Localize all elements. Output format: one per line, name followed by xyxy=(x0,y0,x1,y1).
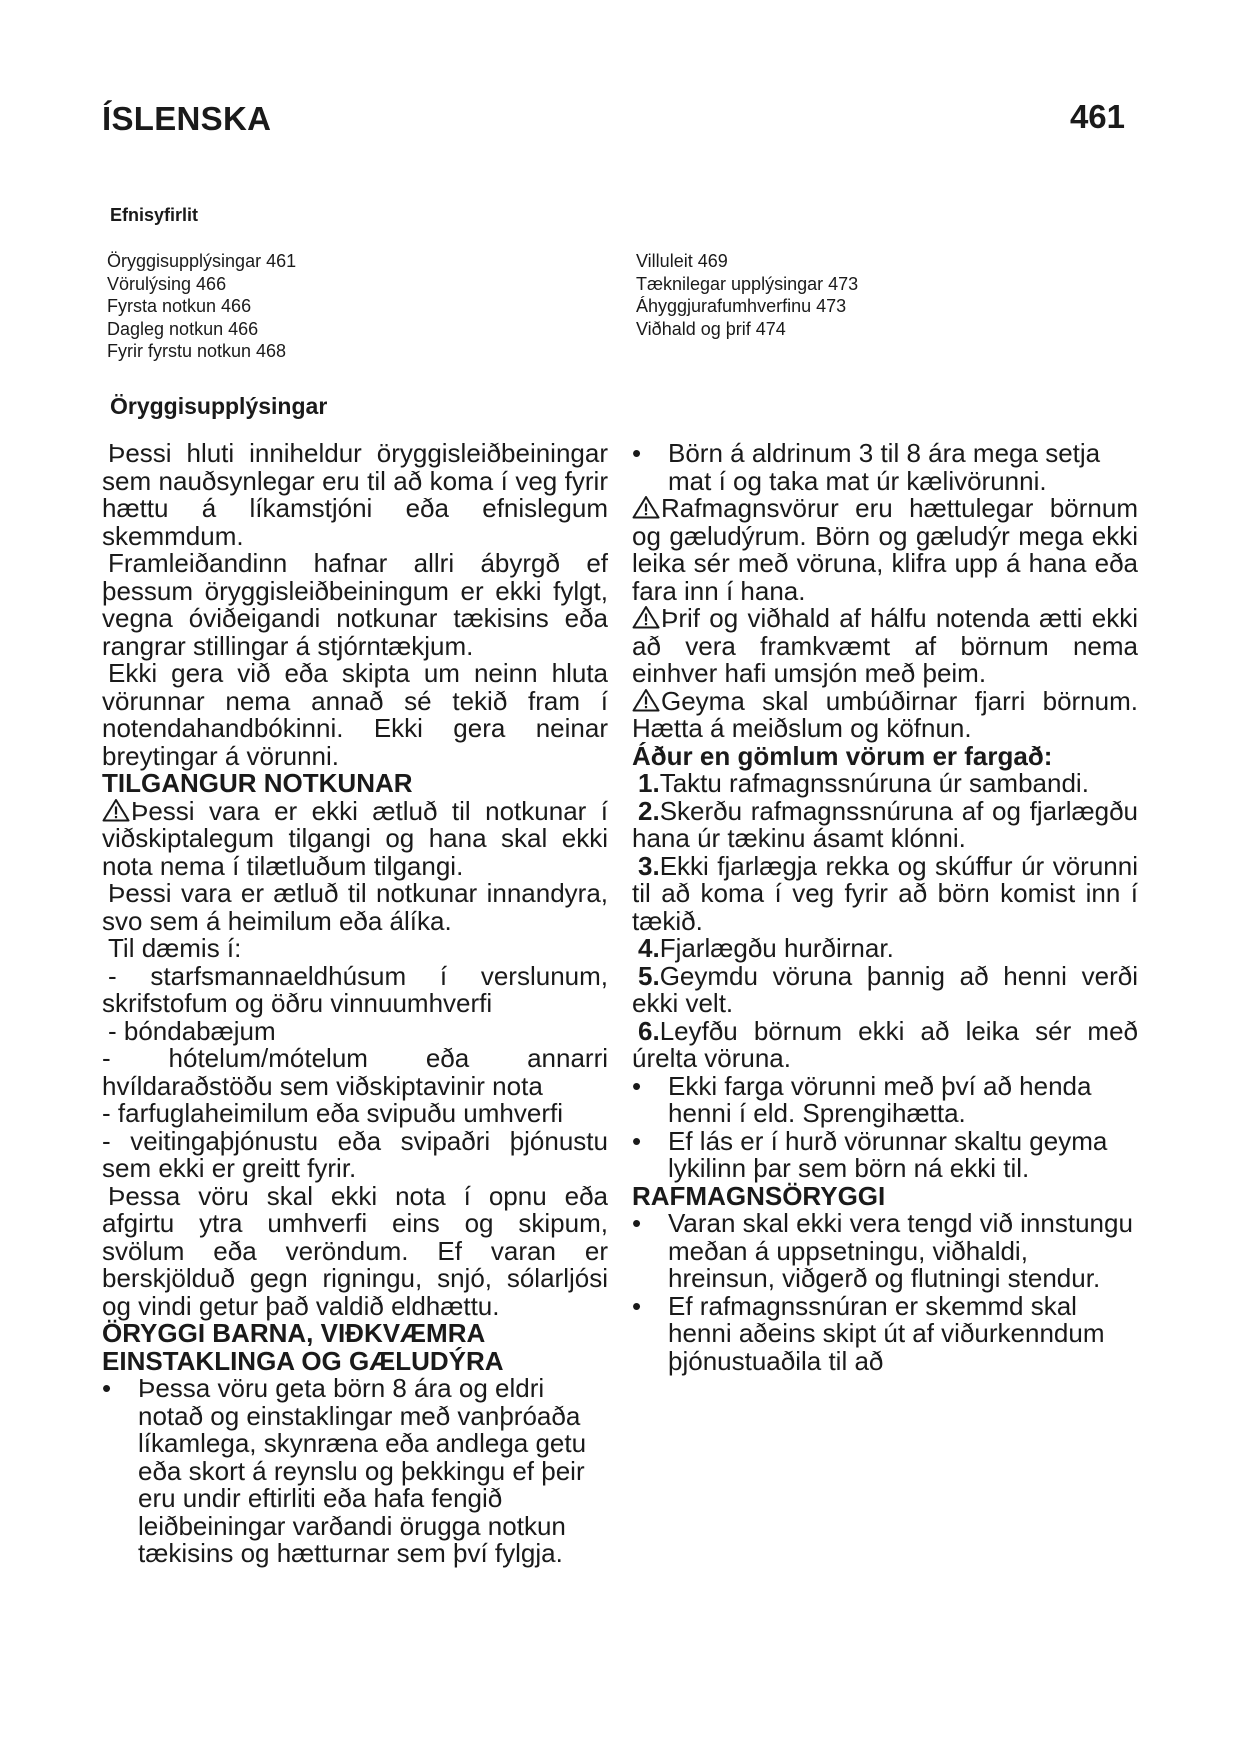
step-text: Taktu rafmagnssnúruna úr sambandi. xyxy=(659,768,1089,798)
children-bullet-list-continued xyxy=(632,440,1138,495)
disposal-bullet-list xyxy=(632,1070,1138,1183)
step-number: 3. xyxy=(638,850,660,881)
example-item: - farfuglaheimilum eða svipuðu umhverfi xyxy=(102,1098,563,1128)
warning-icon xyxy=(102,798,130,822)
indoor-use-paragraph: Þessi vara er ætluð til notkunar innandyra, svo sem á heimilum eða álíka. xyxy=(102,878,608,936)
intro-paragraph: Þessi hluti inniheldur öryggisleiðbeiningar sem nauðsynlegar eru til að koma í veg fyrir hættu á líkamstjóni eða efnislegum skemmdum. xyxy=(102,438,608,551)
example-item: - hótelum/mótelum eða annarri hvíldaraðstöðu sem viðskiptavinir nota xyxy=(102,1043,608,1101)
intro-paragraph: Ekki gera við eða skipta um neinn hluta vörunnar nema annað sé tekið fram í notendahandbókinni. Ekki gera neinar breytingar á vörunni. xyxy=(102,658,608,771)
intended-use-heading: TILGANGUR NOTKUNAR xyxy=(102,768,413,798)
list-item: • Ef lás er í hurð vörunnar skaltu geyma lykilinn þar sem börn ná ekki til. xyxy=(632,1128,1138,1183)
disposal-step xyxy=(632,960,1138,1018)
electrical-bullet-list xyxy=(632,1210,1138,1375)
children-safety-heading: ÖRYGGI BARNA, VIÐKVÆMRA EINSTAKLINGA OG GÆLUDÝRA xyxy=(102,1318,504,1376)
example-item: - bóndabæjum xyxy=(108,1015,276,1046)
toc-right-column xyxy=(636,250,858,340)
list-item: • Ekki farga vörunni með því að henda henni í eld. Sprengihætta. xyxy=(632,1073,1138,1128)
step-text: Ekki fjarlægja rekka og skúffur úr vörunni til að koma í veg fyrir að börn komist inn í tækið. xyxy=(632,850,1138,936)
step-text: Geymdu vöruna þannig að henni verði ekki velt. xyxy=(632,960,1138,1018)
step-text: Fjarlægðu hurðirnar. xyxy=(659,933,894,963)
disposal-step xyxy=(632,850,1138,936)
toc-entry: Öryggisupplýsingar 461 xyxy=(107,251,297,271)
step-number: 5. xyxy=(638,960,660,991)
example-label: Til dæmis í: xyxy=(108,933,242,963)
disposal-step xyxy=(632,770,1138,798)
list-item: • Ef rafmagnssnúran er skemmd skal henni aðeins skipt út af viðurkenndum þjónustuaðila til að xyxy=(632,1293,1138,1376)
warning-icon xyxy=(632,605,660,629)
right-text-column xyxy=(632,440,1138,1375)
toc-left-column xyxy=(107,250,296,363)
intro-paragraph: Framleiðandinn hafnar allri ábyrgð ef þessum öryggisleiðbeiningum er ekki fylgt, vegna óviðeigandi notkunar tækisins eða rangrar stillingar á stjórntækjum. xyxy=(102,548,608,661)
disposal-step xyxy=(632,935,1138,963)
toc-entry: Vörulýsing 466 xyxy=(107,273,227,294)
warning-text: Þrif og viðhald af hálfu notenda ætti ekki að vera framkvæmt af börnum nema einhver hafi umsjón með þeim. xyxy=(632,603,1138,688)
commercial-use-warning xyxy=(102,795,608,881)
outdoor-use-paragraph: Þessa vöru skal ekki nota í opnu eða afgirtu ytra umhverfi eins og skipum, svölum eða veröndum. Ef varan er berskjölduð gegn rigningu, snjó, sólarljósi og vindi getur það valdið eldhættu. xyxy=(102,1180,608,1321)
packaging-warning xyxy=(632,685,1138,743)
page-number: 461 xyxy=(1069,98,1125,135)
example-item: - starfsmannaeldhúsum í verslunum, skrifstofum og öðru vinnuumhverfi xyxy=(102,960,608,1018)
warning-text: Rafmagnsvörur eru hættulegar börnum og gæludýrum. Börn og gæludýr mega ekki leika sér með vöruna, klifra upp á hana eða fara inn í hana. xyxy=(632,493,1138,606)
toc-entry: Fyrsta notkun 466 xyxy=(107,296,252,316)
electrical-safety-heading: RAFMAGNSÖRYGGI xyxy=(632,1180,886,1211)
warning-icon xyxy=(632,688,660,712)
list-item: • Varan skal ekki vera tengd við innstungu meðan á uppsetningu, viðhaldi, hreinsun, viðgerð og flutningi stendur. xyxy=(632,1210,1138,1293)
list-item: • Börn á aldrinum 3 til 8 ára mega setja mat í og taka mat úr kælivörunni. xyxy=(632,440,1138,495)
toc-entry: Villuleit 469 xyxy=(636,251,728,271)
section-title: Öryggisupplýsingar xyxy=(110,393,328,419)
example-item: - veitingaþjónustu eða svipaðri þjónustu sem ekki er greitt fyrir. xyxy=(102,1125,608,1183)
electrical-products-warning xyxy=(632,495,1138,605)
toc-entry: Tæknilegar upplýsingar 473 xyxy=(636,273,859,294)
step-number: 6. xyxy=(638,1015,660,1046)
disposal-step xyxy=(632,795,1138,853)
step-number: 4. xyxy=(638,933,660,963)
step-text: Leyfðu börnum ekki að leika sér með úrelta vöruna. xyxy=(632,1015,1138,1073)
toc-entry: Fyrir fyrstu notkun 468 xyxy=(107,341,287,361)
toc-entry: Viðhald og þrif 474 xyxy=(636,318,786,339)
step-number: 1. xyxy=(638,768,660,798)
toc-entry: Áhyggjurafumhverfinu 473 xyxy=(636,296,847,316)
step-text: Skerðu rafmagnssnúruna af og fjarlægðu hana úr tækinu ásamt klónni. xyxy=(632,795,1138,853)
list-item: • Þessa vöru geta börn 8 ára og eldri notað og einstaklingar með vanþróaða líkamlega, skynræna eða andlega getu eða skort á reynslu og þekkingu ef þeir eru undir eftirliti eða hafa fengið leiðbeiningar varðandi örugga notkun tækisins og hætturnar sem því fylgja. xyxy=(102,1375,608,1568)
toc-title: Efnisyfirlit xyxy=(110,205,199,225)
language-heading: ÍSLENSKA xyxy=(102,100,272,137)
disposal-heading: Áður en gömlum vörum er fargað: xyxy=(632,740,1053,771)
step-number: 2. xyxy=(638,795,660,826)
warning-icon xyxy=(632,495,660,519)
children-bullet-list xyxy=(102,1375,608,1568)
toc-entry: Dagleg notkun 466 xyxy=(107,318,259,339)
warning-text: Geyma skal umbúðirnar fjarri börnum. Hætta á meiðslum og köfnun. xyxy=(632,685,1138,743)
warning-text: Þessi vara er ekki ætluð til notkunar í viðskiptalegum tilgangi og hana skal ekki nota nema í tilætluðum tilgangi. xyxy=(102,795,608,881)
disposal-step xyxy=(632,1015,1138,1073)
left-text-column xyxy=(102,440,608,1568)
cleaning-warning xyxy=(632,605,1138,688)
